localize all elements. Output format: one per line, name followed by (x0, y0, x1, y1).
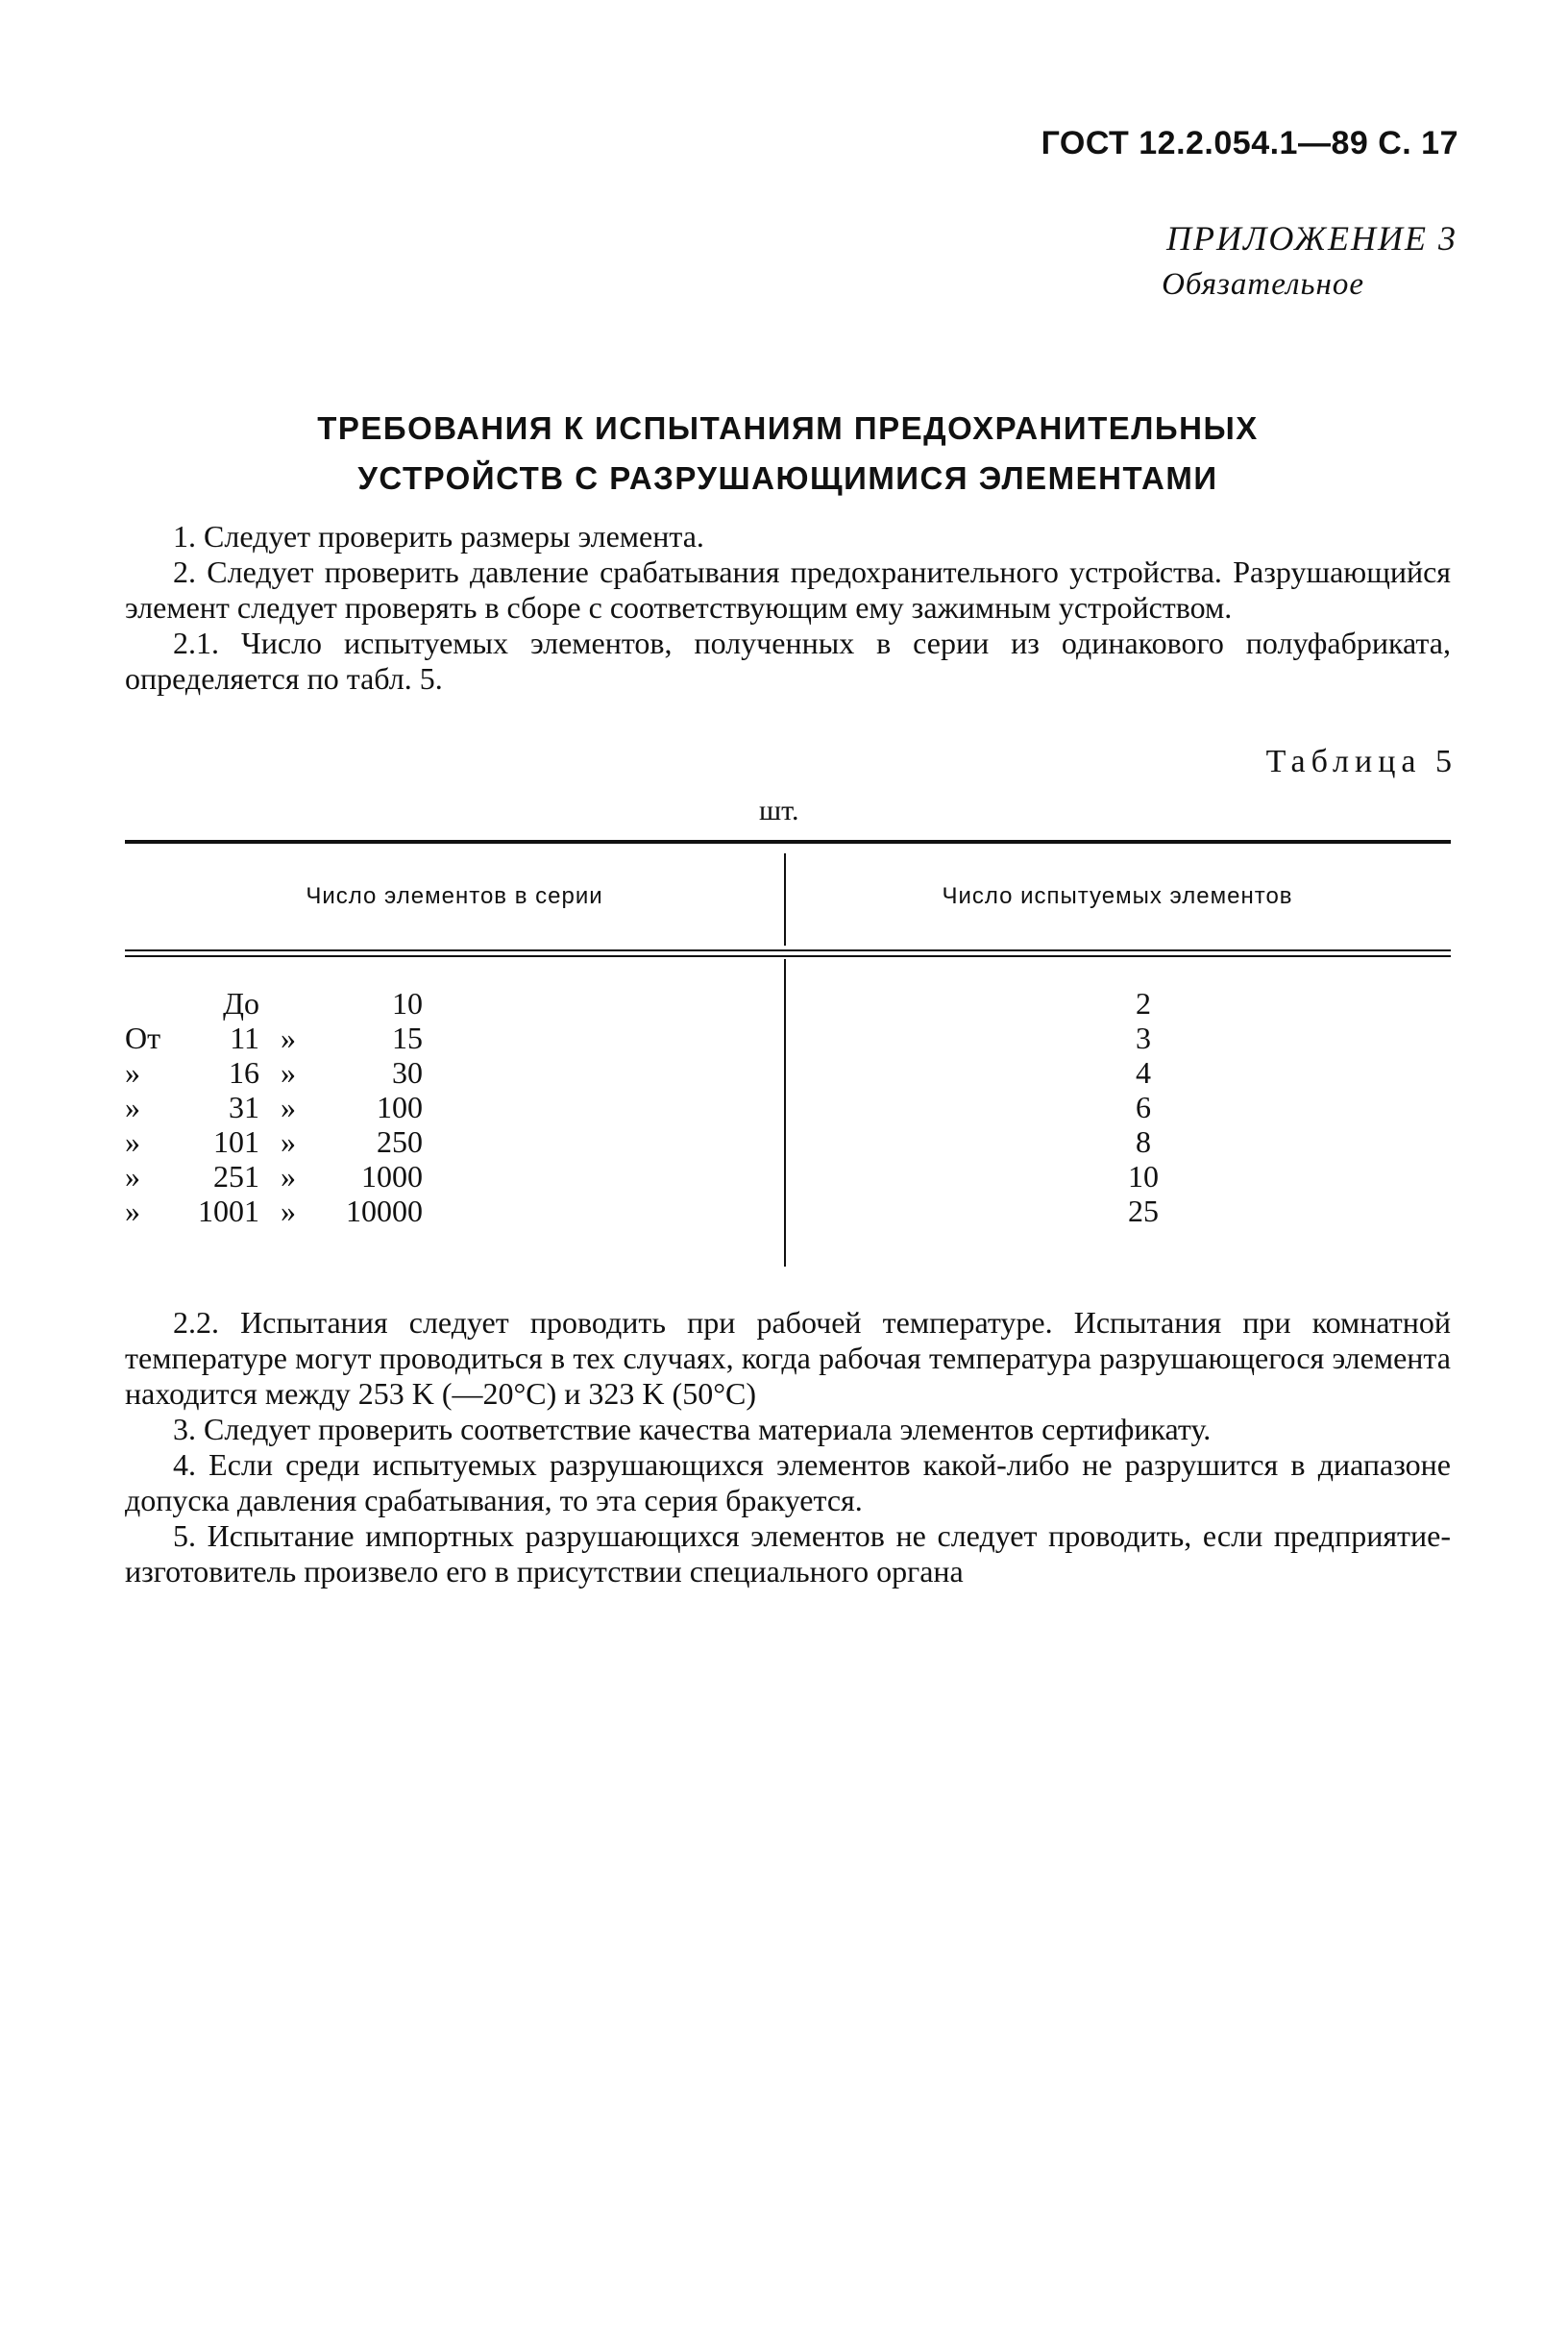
paragraph-1: 1. Следует проверить размеры элемента. (173, 519, 704, 554)
column-header-tested-count: Число испытуемых элементов (942, 883, 1293, 909)
row-value: 6 (1136, 1090, 1151, 1124)
row-to: 30 (392, 1055, 423, 1090)
column-header-series-count: Число элементов в серии (306, 883, 603, 909)
table-row (125, 1055, 1451, 1090)
row-value: 8 (1136, 1124, 1151, 1159)
sample-size-table (125, 840, 1451, 1228)
row-from: 31 (229, 1090, 259, 1124)
row-prefix: » (125, 1159, 140, 1194)
row-prefix: » (125, 1124, 140, 1159)
row-prefix: » (125, 1090, 140, 1124)
row-quote: » (281, 1159, 296, 1194)
requirements-text-top (125, 519, 1451, 697)
table-row (125, 1124, 1451, 1159)
row-quote: » (281, 1055, 296, 1090)
row-prefix: От (125, 1021, 161, 1055)
row-to: 1000 (361, 1159, 423, 1194)
document-reference: ГОСТ 12.2.054.1—89 С. 17 (1041, 125, 1458, 161)
paragraph-2-2: 2.2. Испытания следует проводить при рабочей температуре. Испытания при комнатной температуре могут проводиться в тех случаях, когда рабочая температура разрушающегося элемента находится между 253 K (—20°C) и 323 K (50°C) (125, 1305, 1451, 1411)
paragraph-2-1: 2.1. Число испытуемых элементов, полученных в серии из одинакового полуфабриката, определяется по табл. 5. (125, 626, 1451, 696)
row-value: 3 (1136, 1021, 1151, 1055)
row-quote: » (281, 1090, 296, 1124)
row-to: 10 (392, 986, 423, 1021)
row-from: 1001 (198, 1194, 259, 1228)
appendix-block (1162, 215, 1458, 308)
paragraph-2: 2. Следует проверить давление срабатывания предохранительного устройства. Разрушающийся элемент следует проверять в сборе с соответствующим ему зажимным устройством. (125, 554, 1451, 625)
table-row (125, 1090, 1451, 1124)
row-quote: » (281, 1124, 296, 1159)
row-value: 2 (1136, 986, 1151, 1021)
row-to: 100 (377, 1090, 423, 1124)
row-value: 25 (1128, 1194, 1159, 1228)
row-to: 10000 (346, 1194, 423, 1228)
row-quote (259, 986, 317, 1021)
row-from: 101 (213, 1124, 259, 1159)
table-row (125, 1194, 1451, 1228)
row-from: 11 (230, 1021, 259, 1055)
paragraph-3: 3. Следует проверить соответствие качества материала элементов сертификату. (173, 1412, 1212, 1446)
row-prefix (125, 986, 183, 1021)
requirements-text-bottom (125, 1305, 1451, 1589)
table-row (125, 1021, 1451, 1055)
row-prefix: » (125, 1055, 140, 1090)
table-row (125, 1159, 1451, 1194)
table-caption: Таблица 5 (1265, 744, 1458, 779)
paragraph-4: 4. Если среди испытуемых разрушающихся элементов какой-либо не разрушится в диапазоне допуска давления срабатывания, то эта серия бракуется. (125, 1447, 1451, 1517)
row-to: 250 (377, 1124, 423, 1159)
row-value: 4 (1136, 1055, 1151, 1090)
row-quote: » (281, 1194, 296, 1228)
table-header-row (125, 844, 1451, 949)
paragraph-5: 5. Испытание импортных разрушающихся элементов не следует проводить, если предприятие-изготовитель произвело его в присутствии специального органа (125, 1518, 1451, 1589)
table-row (125, 986, 1451, 1021)
table-header-rule (125, 949, 1451, 957)
row-from: 16 (229, 1055, 259, 1090)
row-value: 10 (1128, 1159, 1159, 1194)
title-line-1: ТРЕБОВАНИЯ К ИСПЫТАНИЯМ ПРЕДОХРАНИТЕЛЬНЫХ (317, 410, 1259, 446)
appendix-label: ПРИЛОЖЕНИЕ 3 (1166, 219, 1458, 258)
title-line-2: УСТРОЙСТВ С РАЗРУШАЮЩИМИСЯ ЭЛЕМЕНТАМИ (357, 460, 1218, 496)
table-units: шт. (759, 795, 799, 826)
row-from: 251 (213, 1159, 259, 1194)
row-from: До (223, 986, 259, 1021)
section-title (125, 404, 1451, 504)
table-body (125, 957, 1451, 1228)
row-quote: » (281, 1021, 296, 1055)
row-prefix: » (125, 1194, 140, 1228)
header-column-divider (784, 853, 786, 946)
appendix-status: Обязательное (1162, 267, 1364, 302)
row-to: 15 (392, 1021, 423, 1055)
